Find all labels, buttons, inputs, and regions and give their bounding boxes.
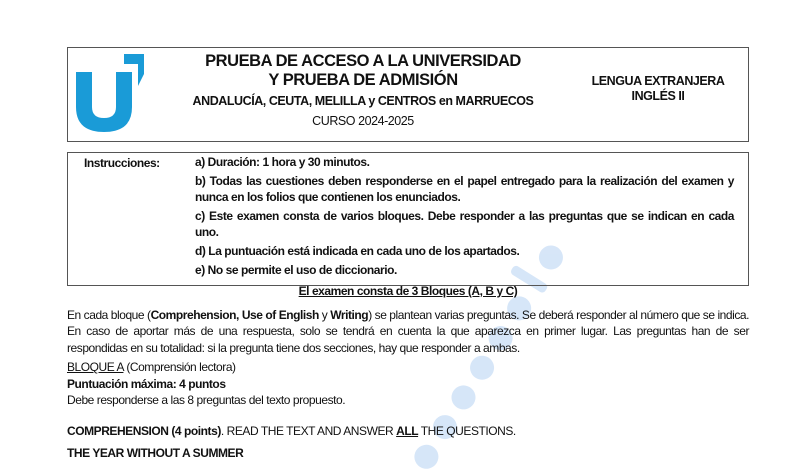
title-line-2: Y PRUEBA DE ADMISIÓN <box>268 71 458 89</box>
intro-bold: Writing <box>330 307 369 322</box>
course: CURSO 2024-2025 <box>312 114 414 128</box>
title-line-1: PRUEBA DE ACCESO A LA UNIVERSIDAD <box>205 52 521 70</box>
region: ANDALUCÍA, CEUTA, MELILLA y CENTROS en MARRUECOS <box>192 94 534 108</box>
subject <box>568 74 748 104</box>
exam-blocks-heading: El examen consta de 3 Bloques (A, B y C) <box>298 284 518 298</box>
intro-bold: Comprehension, Use of English <box>150 307 319 322</box>
subject-line-1: LENGUA EXTRANJERA <box>591 74 725 88</box>
subject-line-2: INGLÉS II <box>631 89 685 103</box>
block-a-title <box>67 359 749 376</box>
instruction-item: b) Todas las cuestiones deben responderse en el papel entregado para la realización del examen y nunca en los folios que contienen los enunciados. <box>195 174 734 204</box>
comp-bold: COMPREHENSION (4 points) <box>67 423 221 438</box>
comprehension-instruction <box>67 423 749 440</box>
intro-text: ) se plantean varias preguntas. Se deberá responder al número que se indica. En caso de aportar más de una respuesta, solo se tendrá en cuenta la que aparezca en primer lugar. Las preguntas han de ser respondidas en su totalidad: si la pregunta tiene dos secciones, hay que responder a ambas. <box>67 307 749 355</box>
comp-all: ALL <box>396 423 419 438</box>
instruction-item: c) Este examen consta de varios bloques. Debe responder a las preguntas que se indican en cada uno. <box>195 209 734 239</box>
block-label: BLOQUE A <box>67 360 124 374</box>
exam-body <box>67 283 749 462</box>
intro-paragraph <box>67 307 749 357</box>
answer-note: Debe responderse a las 8 preguntas del texto propuesto. <box>67 393 346 407</box>
block-desc: (Comprensión lectora) <box>123 360 236 374</box>
max-score: Puntuación máxima: 4 puntos <box>67 376 226 391</box>
instruction-item: d) La puntuación está indicada en cada uno de los apartados. <box>195 244 520 258</box>
instruction-item: a) Duración: 1 hora y 30 minutos. <box>195 155 370 169</box>
comp-text: THE QUESTIONS. <box>418 423 516 438</box>
text-title: THE YEAR WITHOUT A SUMMER <box>67 446 244 460</box>
instruction-item: e) No se permite el uso de diccionario. <box>195 263 397 277</box>
intro-text: y <box>318 307 331 322</box>
comp-text: . READ THE TEXT AND ANSWER <box>220 423 397 438</box>
instructions-label: Instrucciones: <box>84 156 160 170</box>
instructions-box <box>67 152 749 286</box>
intro-text: En cada bloque ( <box>67 307 151 322</box>
exam-header <box>67 47 749 142</box>
